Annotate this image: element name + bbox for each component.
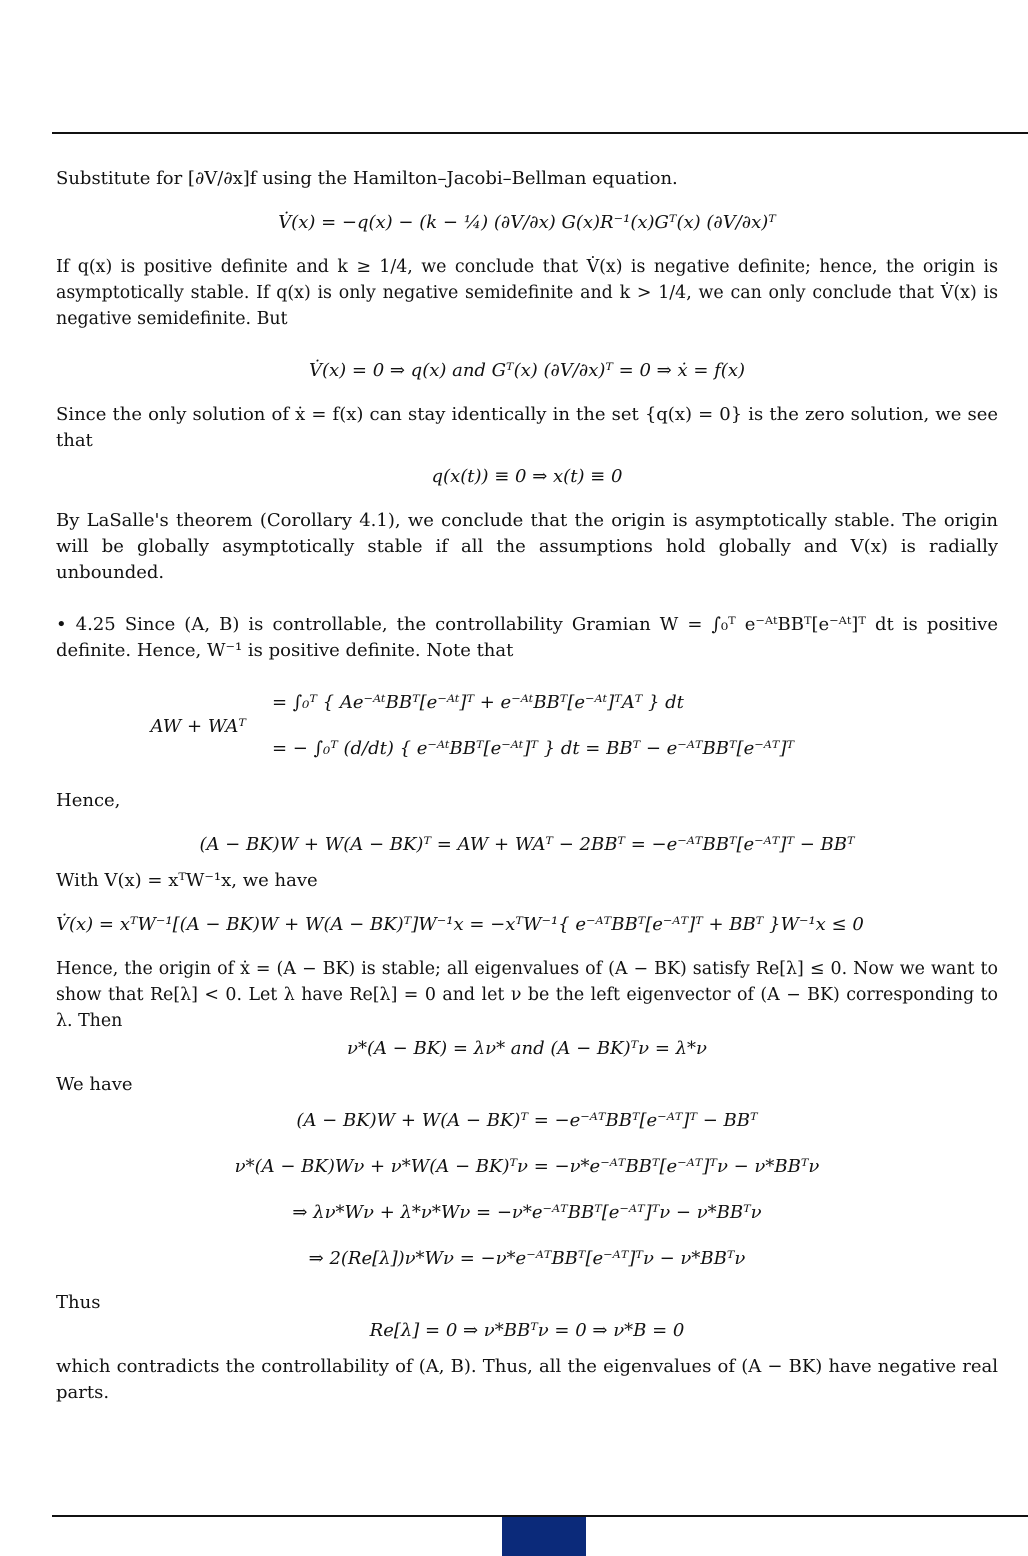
- equation-zero: q(x(t)) ≡ 0 ⇒ x(t) ≡ 0: [431, 466, 623, 487]
- equation-vdot2: V̇(x) = xᵀW⁻¹[(A − BK)W + W(A − BK)ᵀ]W⁻¹x = −xᵀW⁻¹{ e⁻ᴬᵀBBᵀ[e⁻ᴬᵀ]ᵀ + BBᵀ }W⁻¹x ≤ 0: [56, 914, 864, 935]
- equation-implication: V̇(x) = 0 ⇒ q(x) and Gᵀ(x) (∂V/∂x)ᵀ = 0 ⇒ ẋ = f(x): [308, 360, 746, 381]
- paragraph-lasalle: By LaSalle's theorem (Corollary 4.1), we conclude that the origin is asymptotically stable. The origin will be globally asymptotically stable if all the assumptions hold globally and V(x) is radially unbounded.: [56, 510, 998, 583]
- page-number-badge: [502, 1517, 586, 1556]
- intro-text: Substitute for [∂V/∂x]f using the Hamilton–Jacobi–Bellman equation.: [56, 168, 678, 189]
- equation-abk: (A − BK)W + W(A − BK)ᵀ = AW + WAᵀ − 2BBᵀ = −e⁻ᴬᵀBBᵀ[e⁻ᴬᵀ]ᵀ − BBᵀ: [199, 834, 855, 855]
- equation-aw-lhs: AW + WAᵀ: [150, 715, 246, 737]
- equation-have2: ν*(A − BK)Wν + ν*W(A − BK)ᵀν = −ν*e⁻ᴬᵀBBᵀ[e⁻ᴬᵀ]ᵀν − ν*BBᵀν: [234, 1156, 820, 1177]
- equation-have3: ⇒ λν*Wν + λ*ν*Wν = −ν*e⁻ᴬᵀBBᵀ[e⁻ᴬᵀ]ᵀν − ν*BBᵀν: [292, 1202, 762, 1223]
- paragraph-gramian: • 4.25 Since (A, B) is controllable, the controllability Gramian W = ∫₀ᵀ e⁻ᴬᵗBBᵀ[e⁻ᴬᵗ]ᵀ dt is positive definite. Hence, W⁻¹ is positive definite. Note that: [56, 614, 998, 661]
- paragraph-definite: If q(x) is positive definite and k ≥ 1/4, we conclude that V̇(x) is negative definite; hence, the origin is asymptotically stable. If q(x) is only negative semidefinite and k > 1/4, we can only conclude that V̇(x) is negative semidefinite. But: [56, 257, 998, 329]
- equation-aw-block: [56, 680, 998, 772]
- paragraph-final: which contradicts the controllability of (A, B). Thus, all the eigenvalues of (A − BK) have negative real parts.: [56, 1356, 998, 1403]
- equation-aw-line2: = − ∫₀ᵀ (d/dt) { e⁻ᴬᵗBBᵀ[e⁻ᴬᵗ]ᵀ } dt = BBᵀ − e⁻ᴬᵀBBᵀ[e⁻ᴬᵀ]ᵀ: [272, 738, 795, 759]
- paragraph-stable: Hence, the origin of ẋ = (A − BK) is stable; all eigenvalues of (A − BK) satisfy Re[λ] ≤ 0. Now we want to show that Re[λ] < 0. Let λ have Re[λ] = 0 and let ν be the left eigenvector of (A − BK) corresponding to λ. Then: [56, 959, 998, 1031]
- header-rule: [52, 132, 1028, 134]
- equation-eigen: ν*(A − BK) = λν* and (A − BK)ᵀν = λ*ν: [347, 1038, 707, 1059]
- with-v-label: With V(x) = xᵀW⁻¹x, we have: [56, 870, 318, 891]
- we-have-label: We have: [56, 1074, 133, 1095]
- equation-have4: ⇒ 2(Re[λ])ν*Wν = −ν*e⁻ᴬᵀBBᵀ[e⁻ᴬᵀ]ᵀν − ν*BBᵀν: [308, 1248, 746, 1269]
- paragraph-zero-solution: Since the only solution of ẋ = f(x) can stay identically in the set {q(x) = 0} is the zero solution, we see that: [56, 404, 998, 451]
- page-content: [56, 166, 998, 1406]
- equation-aw-line1: = ∫₀ᵀ { Ae⁻ᴬᵗBBᵀ[e⁻ᴬᵗ]ᵀ + e⁻ᴬᵗBBᵀ[e⁻ᴬᵗ]ᵀAᵀ } dt: [272, 692, 684, 713]
- hence-label: Hence,: [56, 790, 121, 811]
- thus-label: Thus: [56, 1292, 101, 1313]
- equation-vdot: V̇(x) = −q(x) − (k − ¼) (∂V/∂x) G(x)R⁻¹(x)Gᵀ(x) (∂V/∂x)ᵀ: [278, 212, 776, 233]
- equation-have1: (A − BK)W + W(A − BK)ᵀ = −e⁻ᴬᵀBBᵀ[e⁻ᴬᵀ]ᵀ − BBᵀ: [296, 1110, 758, 1131]
- equation-thus: Re[λ] = 0 ⇒ ν*BBᵀν = 0 ⇒ ν*B = 0: [369, 1320, 685, 1341]
